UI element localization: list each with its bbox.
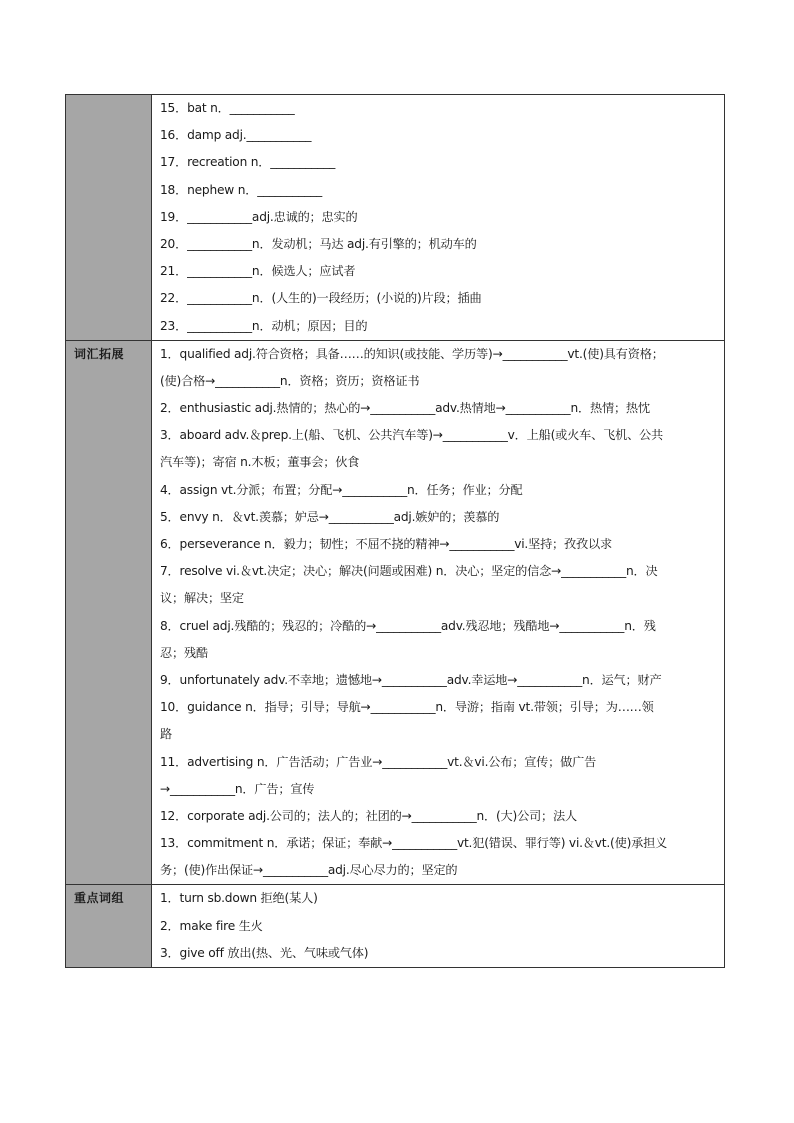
list-item: 7．resolve vi.＆vt.决定；决心；解决(问题或困难) n．决心；坚定的信念→___________n．决: [160, 564, 658, 579]
list-item: 3．aboard adv.＆prep.上(船、飞机、公共汽车等)→___________v．上船(或火车、飞机、公共: [160, 428, 664, 443]
list-item: 8．cruel adj.残酷的；残忍的；冷酷的→___________adv.残忍地；残酷地→___________n．残: [160, 618, 656, 633]
list-item: 3．give off 放出(热、光、气味或气体): [160, 945, 369, 960]
table-row: [66, 885, 725, 968]
list-item: 6．perseverance n．毅力；韧性；不屈不挠的精神→___________vi.坚持；孜孜以求: [160, 537, 612, 551]
list-item: →___________n．广告；宣传: [160, 781, 315, 796]
list-item: 11．advertising n．广告活动；广告业→___________vt.＆vi.公布；宣传；做广告: [160, 754, 597, 769]
list-item: 16．damp adj.___________: [160, 128, 312, 143]
word-list-cell: [152, 95, 725, 341]
list-item: 18．nephew n．___________: [160, 182, 323, 197]
list-item: 务；(使)作出保证→___________adj.尽心尽力的；坚定的: [160, 863, 458, 878]
list-item: 12．corporate adj.公司的；法人的；社团的→___________n．(大)公司；法人: [160, 808, 578, 823]
list-item: 1．turn sb.down 拒绝(某人): [160, 891, 318, 906]
key-phrases-cell: [152, 885, 725, 968]
list-item: 13．commitment n．承诺；保证；奉献→___________vt.犯(错误、罪行等) vi.＆vt.(使)承担义: [160, 836, 668, 851]
list-item: 17．recreation n．___________: [160, 155, 336, 170]
list-item: 10．guidance n．指导；引导；导航→___________n．导游；指南 vt.带领；引导；为……领: [160, 700, 654, 715]
list-item: 汽车等)；寄宿 n.木板；董事会；伙食: [160, 455, 360, 470]
row-label-empty: [66, 95, 152, 341]
list-item: 5．envy n．＆vt.羡慕；妒忌→___________adj.嫉妒的；羡慕的: [160, 509, 500, 524]
list-item: 15．bat n．___________: [160, 101, 295, 115]
section-label-vocab-expansion: 词汇拓展: [66, 340, 152, 885]
table-row: [66, 340, 725, 885]
list-item: 20．___________n．发动机；马达 adj.有引擎的；机动车的: [160, 236, 477, 251]
list-item: 4．assign vt.分派；布置；分配→___________n．任务；作业；分配: [160, 482, 523, 497]
vocab-expansion-cell: [152, 340, 725, 885]
list-item: (使)合格→___________n．资格；资历；资格证书: [160, 373, 420, 388]
section-label-key-phrases: 重点词组: [66, 885, 152, 968]
list-item: 路: [160, 727, 172, 742]
list-item: 9．unfortunately adv.不幸地；遗憾地→___________adv.幸运地→___________n．运气；财产: [160, 672, 662, 687]
list-item: 23．___________n．动机；原因；目的: [160, 318, 368, 333]
list-item: 2．enthusiastic adj.热情的；热心的→___________adv.热情地→___________n．热情；热忱: [160, 401, 650, 416]
list-item: 19．___________adj.忠诚的；忠实的: [160, 209, 358, 224]
list-item: 2．make fire 生火: [160, 918, 263, 933]
vocabulary-table: [65, 94, 725, 968]
list-item: 21．___________n．候选人；应试者: [160, 264, 356, 279]
list-item: 忍；残酷: [160, 645, 208, 660]
table-row: [66, 95, 725, 341]
list-item: 1．qualified adj.符合资格；具备……的知识(或技能、学历等)→___________vt.(使)具有资格；: [160, 346, 664, 361]
list-item: 议；解决；坚定: [160, 591, 244, 606]
list-item: 22．___________n．(人生的)一段经历；(小说的)片段；插曲: [160, 291, 482, 306]
